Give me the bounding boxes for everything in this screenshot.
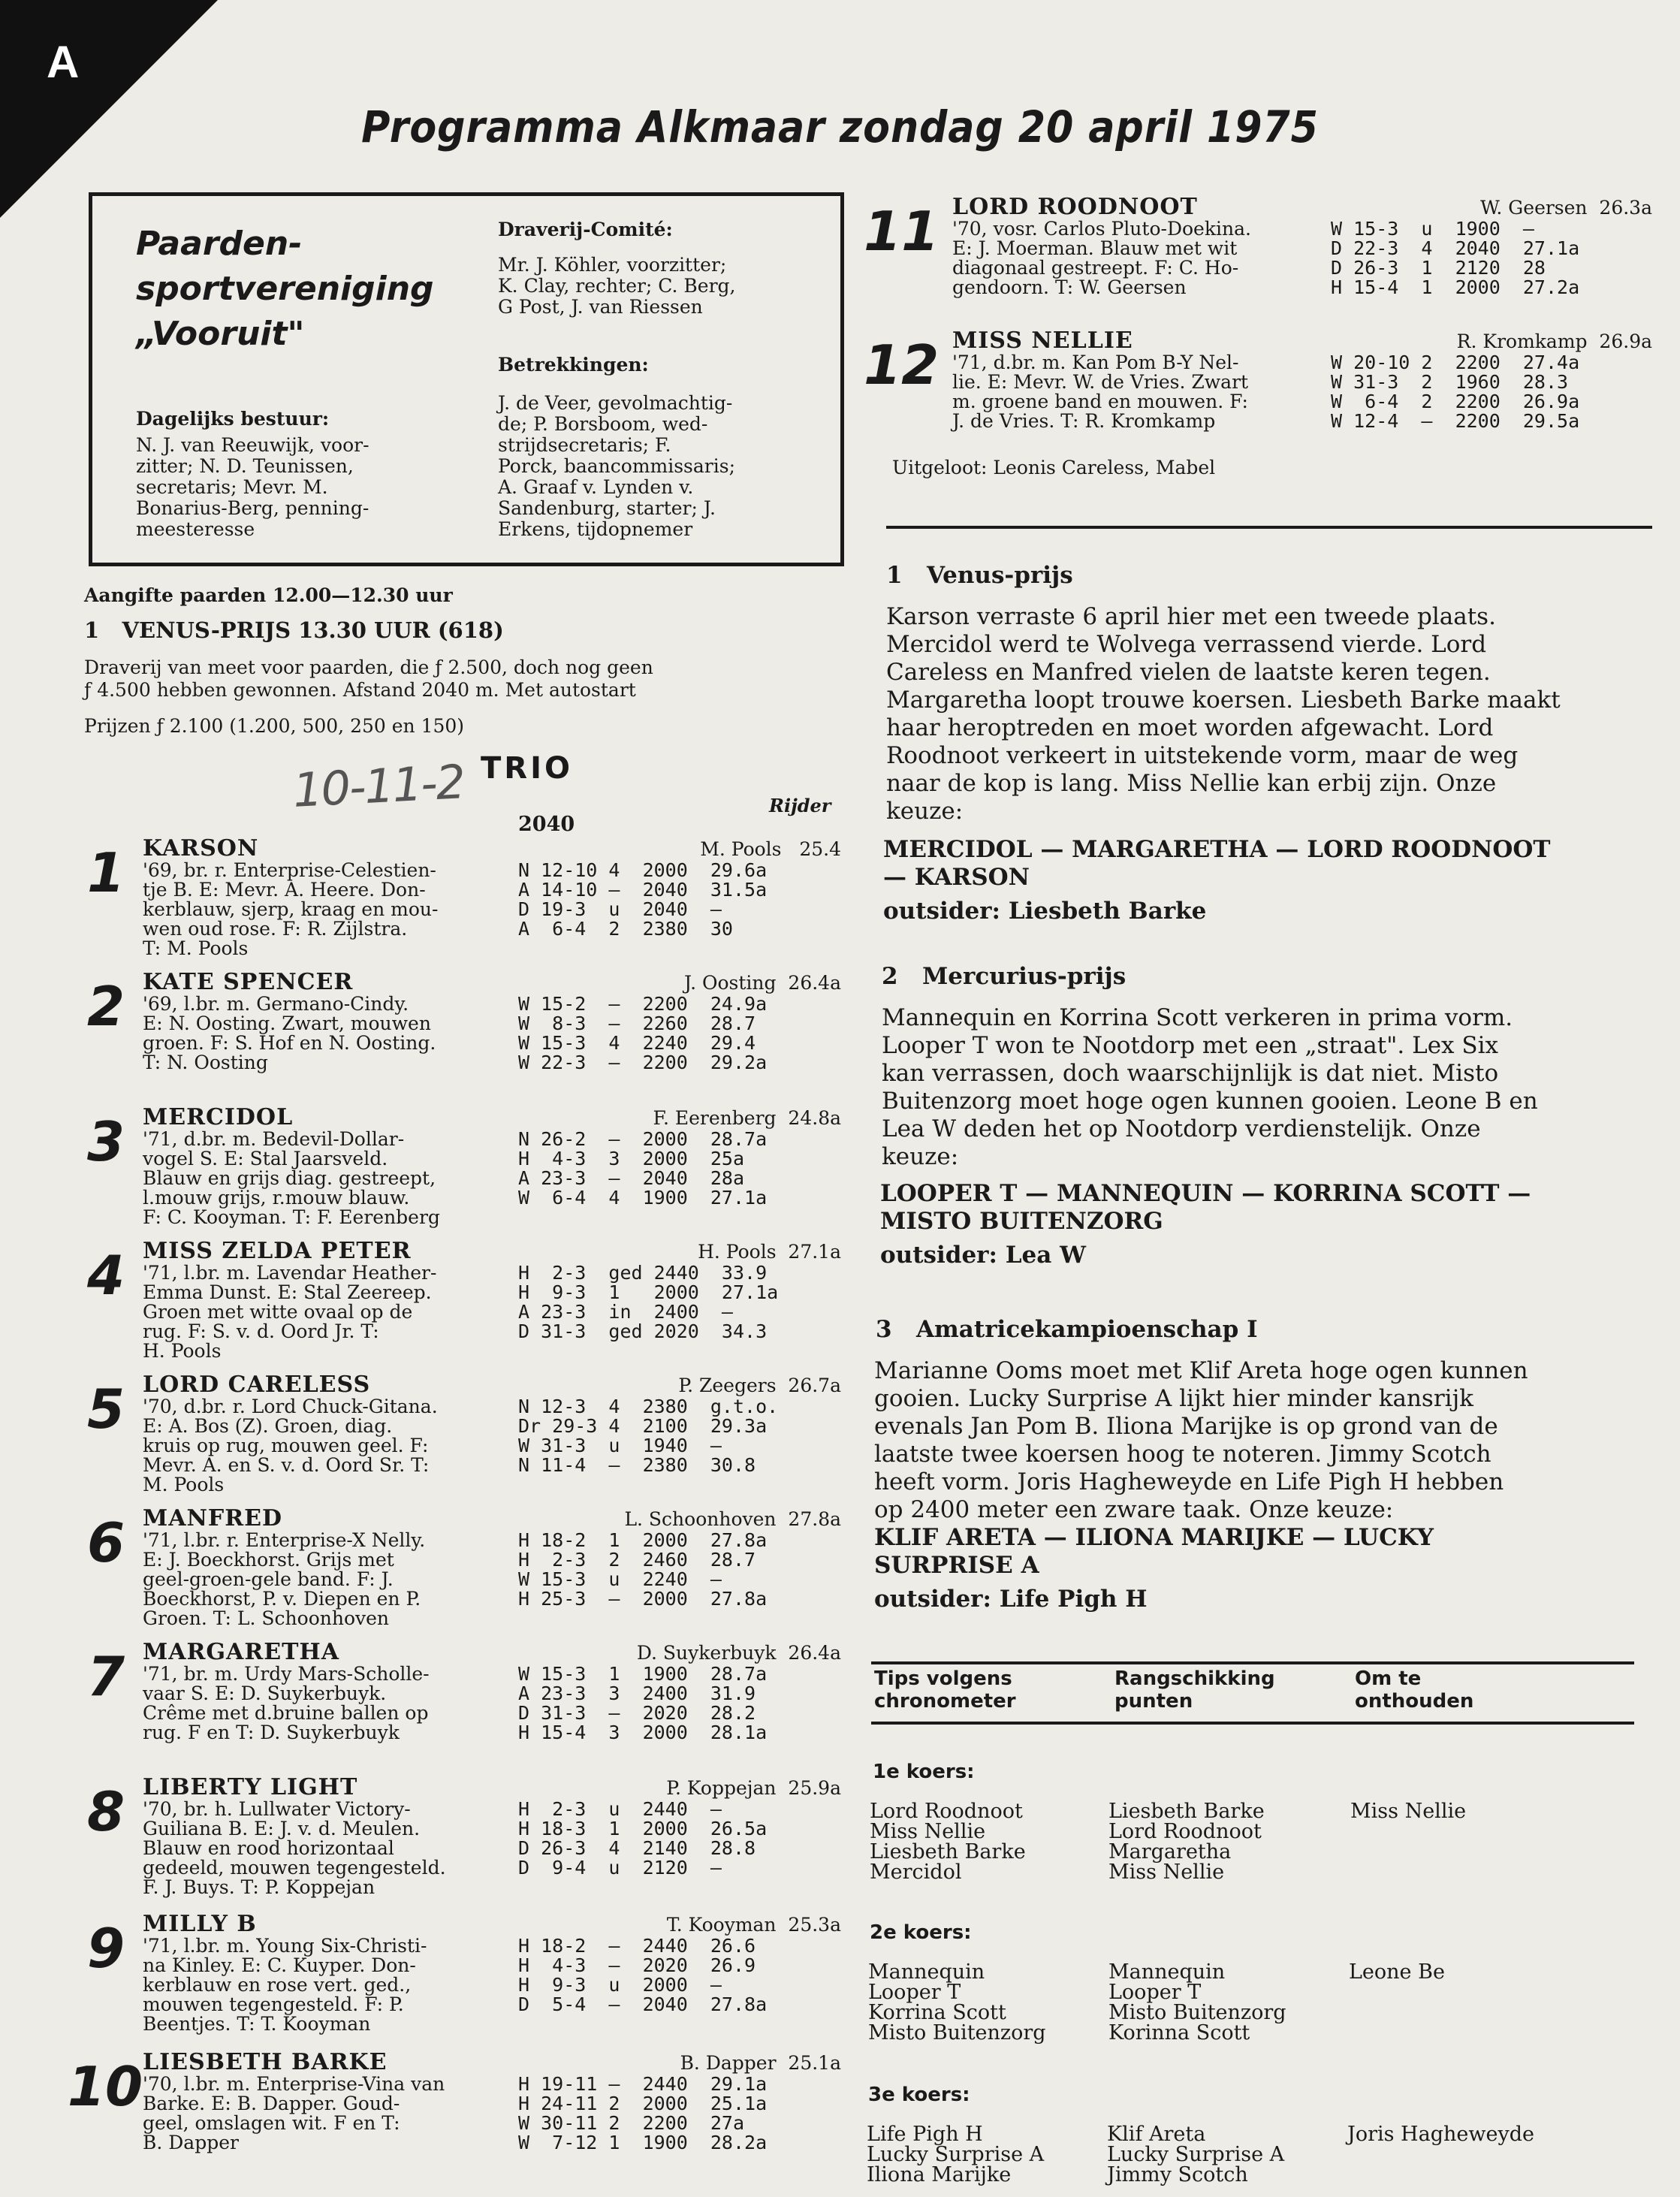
tips-header-onthouden: Om te onthouden: [1355, 1667, 1474, 1713]
horse-description: '71, l.br. m. Lavendar Heather- Emma Dunst. E: Stal Zeereep. Groen met witte ovaal op de rug. F: S. v. d. Oord Jr. T: H. Pools: [143, 1262, 437, 1362]
entry-11: [864, 194, 1652, 306]
entry-12: [864, 327, 1652, 440]
horse-description: '71, l.br. m. Young Six-Christi- na Kinley. E: C. Kuyper. Don- kerblauw en rose vert. ged., mouwen tegengesteld. F: P. Beentjes. T: T. Kooyman: [143, 1935, 427, 2035]
horse-name: MILLY B: [143, 1911, 257, 1937]
horse-description: '71, d.br. m. Bedevil-Dollar- vogel S. E: Stal Jaarsveld. Blauw en grijs diag. gestreept, l.mouw grijs, r.mouw blauw. F: C. Kooyman. T: F. Eerenberg: [143, 1128, 440, 1228]
entry-number: 3: [86, 1110, 125, 1173]
horse-description: '69, l.br. m. Germano-Cindy. E: N. Oosting. Zwart, mouwen groen. F: S. Hof en N. Oosting. T: N. Oosting: [143, 993, 436, 1073]
commentary-heading: 3 Amatricekampioenschap I: [876, 1316, 1258, 1343]
commentary-outsider: outsider: Life Pigh H: [874, 1586, 1148, 1613]
horse-name: MARGARETHA: [143, 1639, 340, 1665]
rider-record: M. Pools 25.4: [700, 838, 841, 860]
tips-header-rule: [871, 1722, 1634, 1725]
race-history: H 18-2 — 2440 26.6 H 4-3 — 2020 26.9 H 9-3 u 2000 — D 5-4 — 2040 27.8a: [518, 1935, 768, 2015]
entry-number: 8: [86, 1780, 125, 1843]
entry-number: 5: [86, 1378, 125, 1441]
race-history: H 18-2 1 2000 27.8a H 2-3 2 2460 28.7 W 15-3 u 2240 — H 25-3 — 2000 27.8a: [518, 1529, 768, 1610]
horse-name: KARSON: [143, 835, 259, 862]
horse-name: LORD ROODNOOT: [952, 194, 1198, 220]
commentary-1: [871, 562, 1652, 925]
koers-label: 1e koers:: [873, 1761, 975, 1783]
race-history: H 19-11 — 2440 29.1a H 24-11 2 2000 25.1a W 30-11 2 2200 27a W 7-12 1 1900 28.2a: [518, 2073, 768, 2153]
entry-number: 4: [86, 1244, 125, 1307]
race-history: W 20-10 2 2200 27.4a W 31-3 2 1960 28.3 W 6-4 2 2200 26.9a W 12-4 — 2200 29.5a: [1331, 352, 1580, 432]
horse-description: '71, l.br. r. Enterprise-X Nelly. E: J. Boeckhorst. Grijs met geel-groen-gele band. F: J. Boeckhorst, P. v. Diepen en P. Groen. T: L. Schoonhoven: [143, 1529, 426, 1629]
race-history: N 12-10 4 2000 29.6a A 14-10 — 2040 31.5a D 19-3 u 2040 — A 6-4 2 2380 30: [518, 859, 768, 940]
rider-record: P. Zeegers 26.7a: [678, 1375, 841, 1396]
distance-label: 2040: [518, 813, 575, 836]
entry-8: [83, 1774, 841, 1902]
tips-col-punten: Mannequin Looper T Misto Buitenzorg Korinna Scott: [1108, 1960, 1286, 2045]
handwritten-note: 10-11-2: [291, 754, 466, 818]
club-name: [136, 222, 436, 357]
horse-name: MANFRED: [143, 1505, 283, 1532]
tips-col-onthouden: Leone Be: [1349, 1960, 1445, 1984]
club-name-line: sportvereniging: [136, 270, 434, 308]
horse-description: '70, l.br. m. Enterprise-Vina van Barke. E: B. Dapper. Goud- geel, omslagen wit. F en T: B. Dapper: [143, 2073, 445, 2153]
club-name-line: Paarden-: [136, 225, 303, 263]
commentary-3: [871, 1316, 1652, 1613]
commentary-outsider: outsider: Liesbeth Barke: [883, 898, 1207, 925]
entry-10: [67, 2049, 841, 2169]
bestuur-header: Dagelijks bestuur:: [136, 408, 330, 430]
rider-record: B. Dapper 25.1a: [680, 2052, 841, 2074]
tips-header-chronometer: Tips volgens chronometer: [874, 1667, 1016, 1713]
entry-number: 7: [86, 1645, 125, 1708]
entry-number: 11: [864, 200, 940, 263]
club-info-box: [89, 192, 844, 566]
entry-9: [83, 1911, 841, 2039]
horse-name: MERCIDOL: [143, 1104, 294, 1130]
entry-number: 6: [86, 1511, 125, 1574]
koers-label: 3e koers:: [868, 2084, 970, 2106]
divider: [886, 526, 1652, 529]
entry-number: 9: [86, 1917, 125, 1980]
rider-column-label: Rijder: [769, 795, 831, 816]
trio-label: TRIO: [481, 751, 573, 786]
entry-4: [83, 1238, 841, 1366]
horse-name: MISS ZELDA PETER: [143, 1238, 412, 1264]
rider-record: D. Suykerbuyk 26.4a: [636, 1642, 841, 1664]
commentary-choice: KLIF ARETA — ILIONA MARIJKE — LUCKY SURPRISE A: [874, 1524, 1434, 1579]
race-history: N 26-2 — 2000 28.7a H 4-3 3 2000 25a A 23-3 — 2040 28a W 6-4 4 1900 27.1a: [518, 1128, 768, 1209]
entry-3: [83, 1104, 841, 1232]
horse-description: '70, br. h. Lullwater Victory- Guiliana B. E: J. v. d. Meulen. Blauw en rood horizontaal gedeeld, mouwen tegengesteld. F. J. Buys. T: P. Koppejan: [143, 1798, 446, 1898]
entry-6: [83, 1505, 841, 1633]
horse-name: KATE SPENCER: [143, 969, 354, 995]
horse-description: '71, br. m. Urdy Mars-Scholle- vaar S. E: D. Suykerbuyk. Crême met d.bruine ballen op rug. F en T: D. Suykerbuyk: [143, 1663, 430, 1743]
tips-col-chronometer: Life Pigh H Lucky Surprise A Iliona Marijke: [867, 2123, 1045, 2186]
race-history: H 2-3 ged 2440 33.9 H 9-3 1 2000 27.1a A 23-3 in 2400 — D 31-3 ged 2020 34.3: [518, 1262, 779, 1342]
rider-record: W. Geersen 26.3a: [1480, 197, 1652, 219]
entry-7: [83, 1639, 841, 1759]
comite-text: Mr. J. Köhler, voorzitter; K. Clay, rechter; C. Berg, G Post, J. van Riessen: [498, 254, 736, 318]
tips-header-punten: Rangschikking punten: [1114, 1667, 1275, 1713]
race-history: W 15-3 u 1900 — D 22-3 4 2040 27.1a D 26-3 1 2120 28 H 15-4 1 2000 27.2a: [1331, 218, 1580, 298]
rider-record: R. Kromkamp 26.9a: [1456, 330, 1652, 352]
commentary-heading: 2 Mercurius-prijs: [882, 963, 1127, 990]
rider-record: H. Pools 27.1a: [698, 1241, 841, 1263]
club-name-line: „Vooruit": [136, 315, 305, 353]
section-letter: A: [47, 37, 80, 87]
tips-col-onthouden: Joris Hagheweyde: [1347, 2123, 1534, 2146]
horse-description: '70, d.br. r. Lord Chuck-Gitana. E: A. Bos (Z). Groen, diag. kruis op rug, mouwen geel. F: Mevr. A. en S. v. d. Oord Sr. T: M. Pools: [143, 1396, 438, 1495]
commentary-heading: 1 Venus-prijs: [886, 562, 1073, 589]
bestuur-text: N. J. van Reeuwijk, voor- zitter; N. D. Teunissen, secretaris; Mevr. M. Bonarius-Berg, penning- meesteresse: [136, 434, 369, 540]
tips-col-chronometer: Mannequin Looper T Korrina Scott Misto Buitenzorg: [868, 1960, 1046, 2045]
tips-col-punten: Liesbeth Barke Lord Roodnoot Margaretha Miss Nellie: [1108, 1800, 1265, 1884]
race-prizes: Prijzen ƒ 2.100 (1.200, 500, 250 en 150): [84, 715, 465, 737]
race-conditions: Draverij van meet voor paarden, die ƒ 2.500, doch nog geen ƒ 4.500 hebben gewonnen. Afstand 2040 m. Met autostart: [84, 656, 653, 701]
entry-2: [83, 969, 841, 1089]
race-history: H 2-3 u 2440 — H 18-3 1 2000 26.5a D 26-3 4 2140 28.8 D 9-4 u 2120 —: [518, 1798, 768, 1879]
entry-number: 12: [864, 333, 940, 397]
horse-description: '70, vosr. Carlos Pluto-Doekina. E: J. Moerman. Blauw met wit diagonaal gestreept. F: C. Ho- gendoorn. T: W. Geersen: [952, 218, 1251, 298]
rider-record: F. Eerenberg 24.8a: [653, 1107, 841, 1129]
rider-record: P. Koppejan 25.9a: [666, 1777, 841, 1799]
commentary-choice: MERCIDOL — MARGARETHA — LORD ROODNOOT — KARSON: [883, 836, 1551, 891]
race-history: N 12-3 4 2380 g.t.o. Dr 29-3 4 2100 29.3a W 31-3 u 1940 — N 11-4 — 2380 30.8: [518, 1396, 779, 1476]
betrekkingen-text: J. de Veer, gevolmachtig- de; P. Borsboom, wed- strijdsecretaris; F. Porck, baancommissaris; A. Graaf v. Lynden v. Sandenburg, starter; J. Erkens, tijdopnemer: [498, 392, 735, 540]
tips-col-onthouden: Miss Nellie: [1350, 1800, 1467, 1823]
horse-description: '69, br. r. Enterprise-Celestien- tje B. E: Mevr. A. Heere. Don- kerblauw, sjerp, kraag en mou- wen oud rose. F: R. Zijlstra. T: M. Pools: [143, 859, 439, 959]
entry-number: 1: [86, 841, 125, 904]
commentary-2: [871, 963, 1652, 1269]
aangifte: Aangifte paarden 12.00—12.30 uur: [84, 584, 453, 606]
horse-name: LIBERTY LIGHT: [143, 1774, 358, 1800]
entry-number: 10: [67, 2055, 143, 2118]
commentary-outsider: outsider: Lea W: [880, 1242, 1086, 1269]
tips-col-punten: Klif Areta Lucky Surprise A Jimmy Scotch: [1107, 2123, 1285, 2186]
commentary-choice: LOOPER T — MANNEQUIN — KORRINA SCOTT — MISTO BUITENZORG: [880, 1180, 1531, 1235]
rider-record: T. Kooyman 25.3a: [666, 1914, 841, 1936]
tips-col-chronometer: Lord Roodnoot Miss Nellie Liesbeth Barke Mercidol: [870, 1800, 1026, 1884]
comite-header: Draverij-Comité:: [498, 219, 673, 240]
rider-record: J. Oosting 26.4a: [684, 972, 841, 994]
commentary-text: Mannequin en Korrina Scott verkeren in prima vorm. Looper T won te Nootdorp met een „straat". Lex Six kan verrassen, doch waarschijnlijk is dat niet. Misto Buitenzorg moet hoge ogen kunnen gooien. Leone B en Lea W deden het op Nootdorp verdienstelijk. Onze keuze:: [882, 1004, 1538, 1170]
koers-label: 2e koers:: [870, 1921, 972, 1944]
commentary-text: Marianne Ooms moet met Klif Areta hoge ogen kunnen gooien. Lucky Surprise A lijkt hier minder kansrijk evenals Jan Pom B. Iliona Marijke is op grond van de laatste twee koersen hoog te noteren. Jimmy Scotch heeft vorm. Joris Hagheweyde en Life Pigh H hebben op 2400 meter een zware taak. Onze keuze:: [874, 1357, 1528, 1523]
race-history: W 15-3 1 1900 28.7a A 23-3 3 2400 31.9 D 31-3 — 2020 28.2 H 15-4 3 2000 28.1a: [518, 1663, 768, 1743]
horse-name: LIESBETH BARKE: [143, 2049, 388, 2075]
horse-description: '71, d.br. m. Kan Pom B-Y Nel- lie. E: Mevr. W. de Vries. Zwart m. groene band en mouwen. F: J. de Vries. T: R. Kromkamp: [952, 352, 1249, 432]
betrekkingen-header: Betrekkingen:: [498, 354, 649, 376]
entry-5: [83, 1372, 841, 1499]
horse-name: LORD CARELESS: [143, 1372, 371, 1398]
tips-top-rule: [871, 1661, 1634, 1664]
entry-1: [83, 835, 841, 963]
uitgeloot: Uitgeloot: Leonis Careless, Mabel: [892, 457, 1216, 478]
race-history: W 15-2 — 2200 24.9a W 8-3 — 2260 28.7 W 15-3 4 2240 29.4 W 22-3 — 2200 29.2a: [518, 993, 768, 1073]
rider-record: L. Schoonhoven 27.8a: [624, 1508, 841, 1530]
race-header: 1 VENUS-PRIJS 13.30 UUR (618): [84, 617, 504, 643]
entry-number: 2: [86, 975, 125, 1038]
horse-name: MISS NELLIE: [952, 327, 1133, 354]
commentary-text: Karson verraste 6 april hier met een tweede plaats. Mercidol werd te Wolvega verrassend vierde. Lord Careless en Manfred vielen de laatste keren tegen. Margaretha loopt trouwe koersen. Liesbeth Barke maakt haar heroptreden en moet worden afgewacht. Lord Roodnoot verkeert in uitstekende vorm, maar de weg naar de kop is lang. Miss Nellie kan erbij zijn. Onze keuze:: [886, 603, 1561, 825]
page-title: Programma Alkmaar zondag 20 april 1975: [361, 101, 1319, 152]
